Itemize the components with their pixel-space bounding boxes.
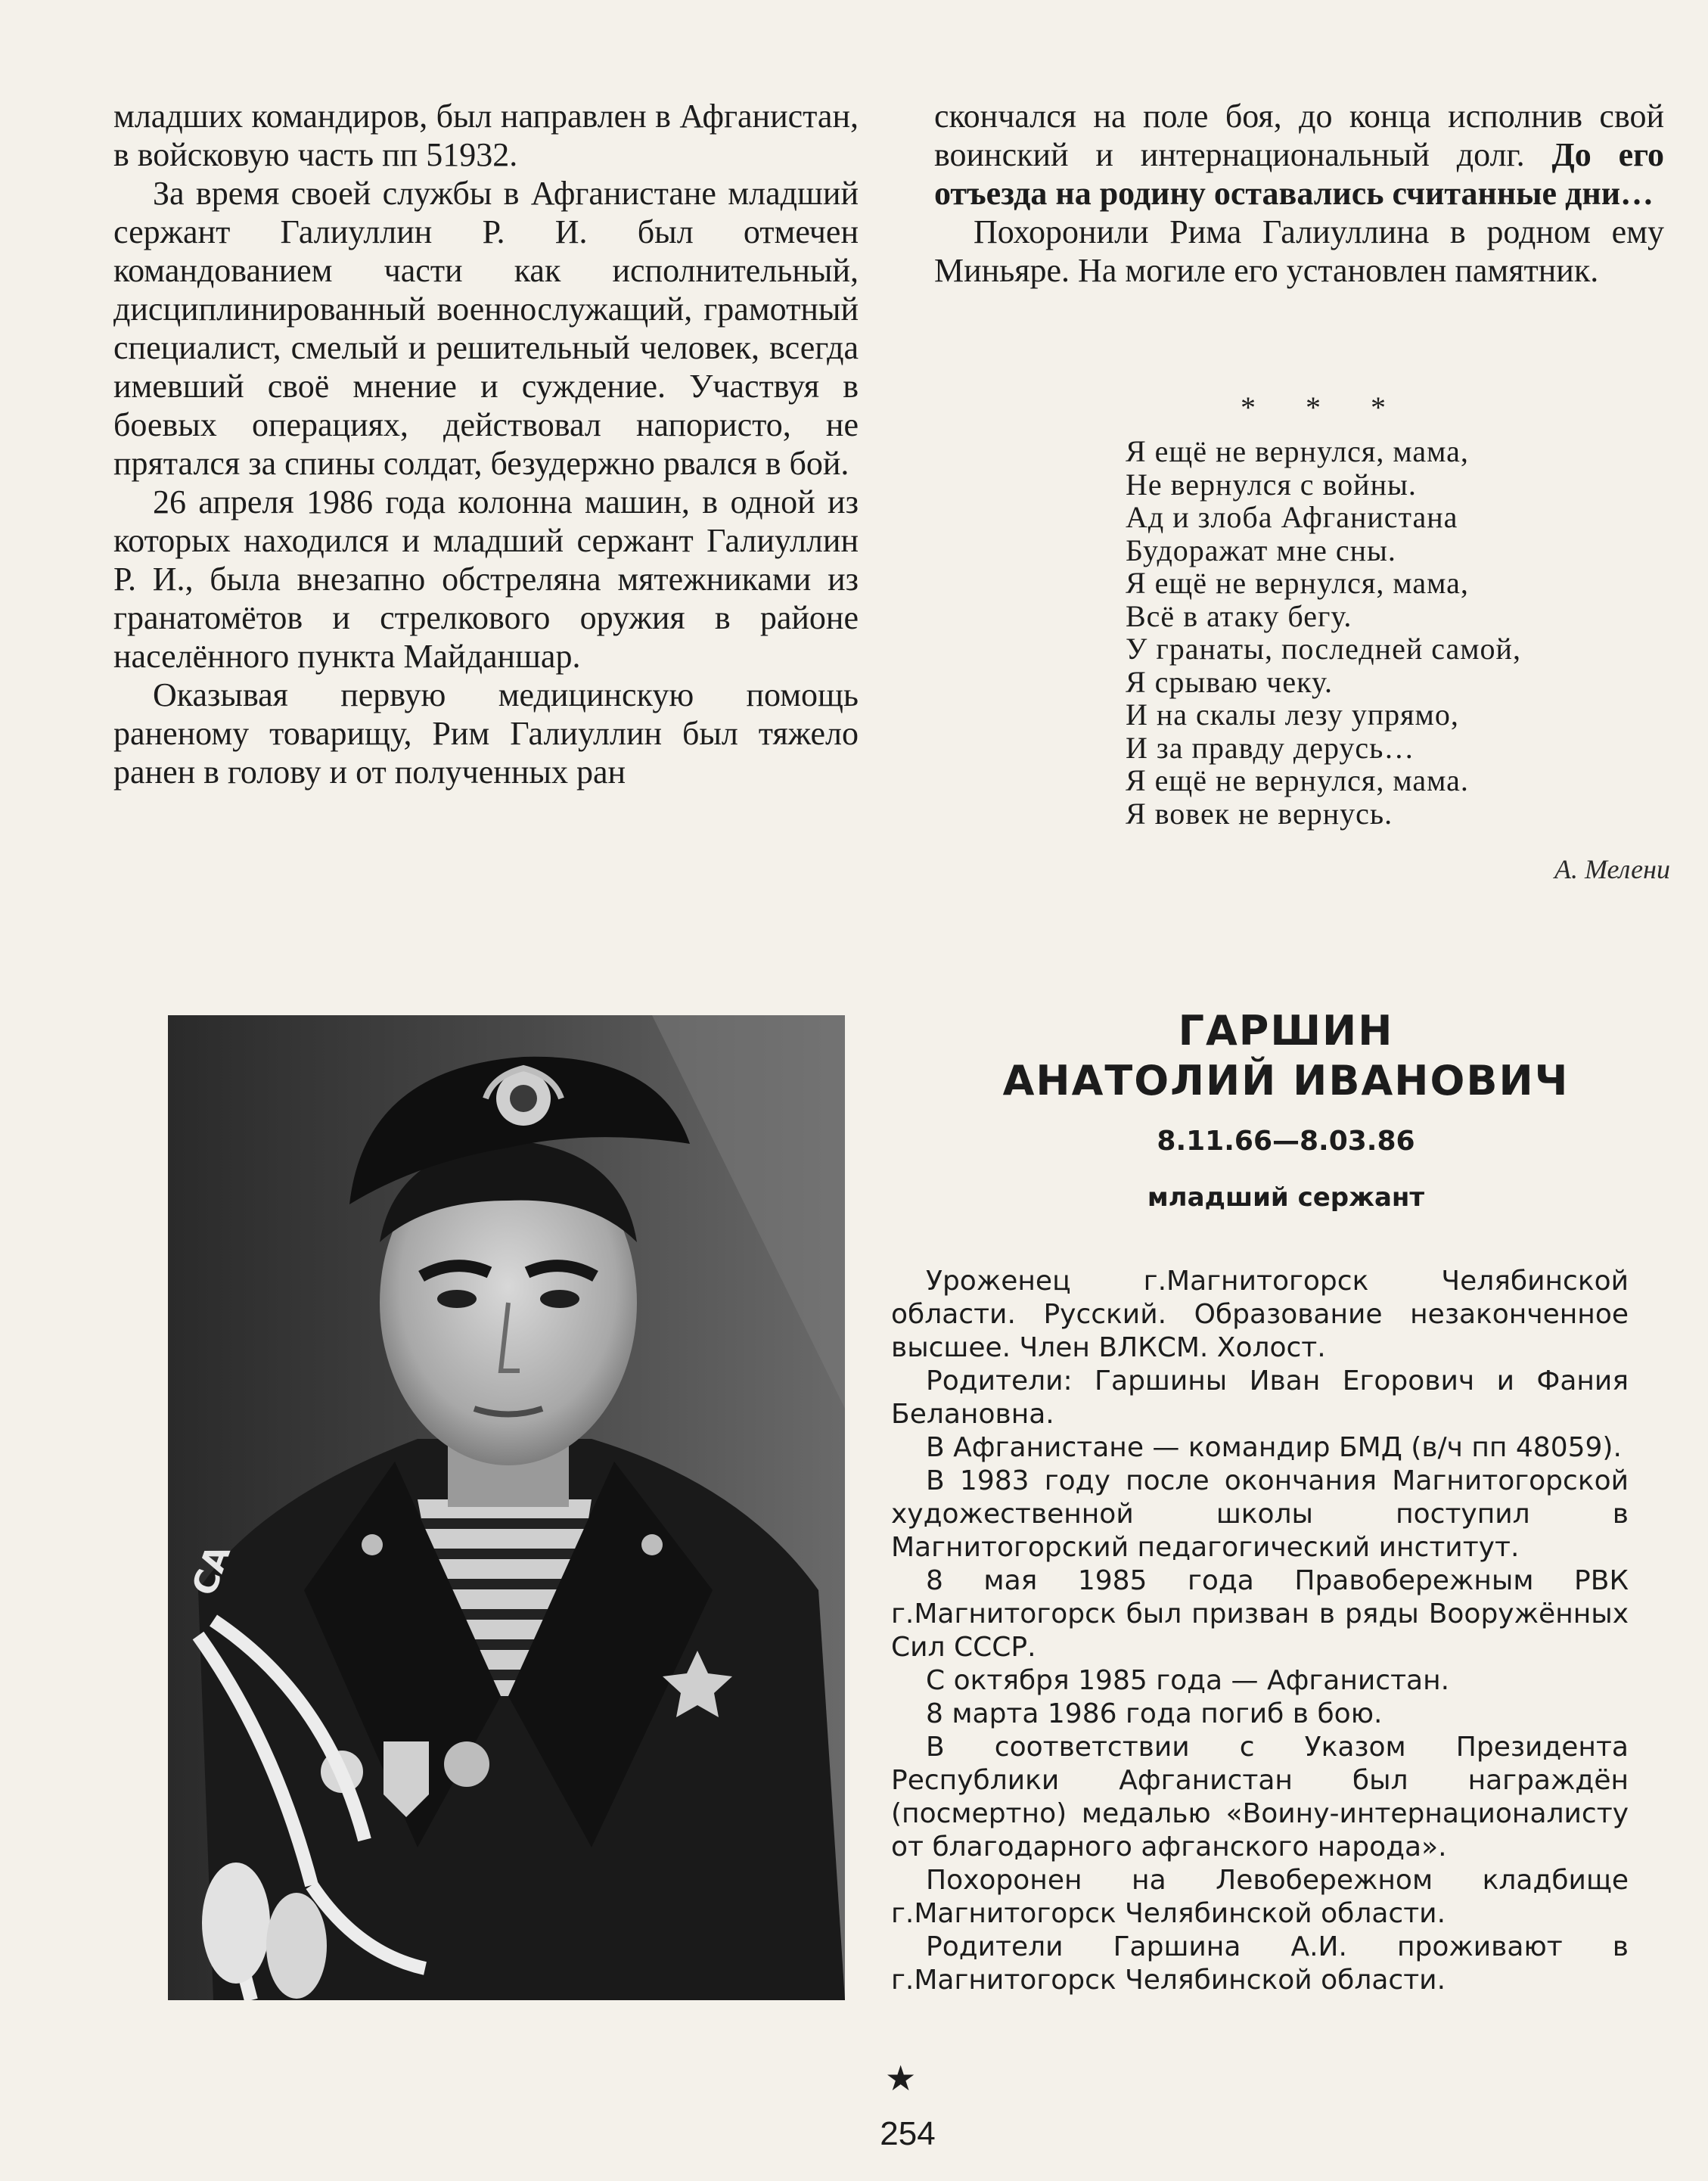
- page-number: 254: [880, 2115, 936, 2152]
- portrait-illustration: [168, 1015, 845, 2000]
- portrait-photo: [168, 1015, 845, 2000]
- profile-heading: [908, 1006, 1664, 1213]
- profile-given-names: АНАТОЛИЙ ИВАНОВИЧ: [1002, 1057, 1570, 1104]
- bio-paragraph: 8 марта 1986 года погиб в бою.: [926, 1698, 1383, 1729]
- profile-surname: ГАРШИН: [1178, 1007, 1394, 1055]
- poem-line: Будоражат мне сны.: [1126, 533, 1396, 567]
- right-paragraph-1-plain: скончался на поле боя, до конца исполнив свой воинский и интернациональный долг.: [934, 98, 1664, 173]
- bio-paragraph: Похоронен на Левобережном кладбище г.Магнитогорск Челябинской области.: [891, 1865, 1629, 1929]
- left-paragraph-4: Оказывая первую медицинскую помощь раненому товарищу, Рим Галиуллин был тяжело ранен в голову и от полученных ран: [113, 676, 859, 791]
- bio-paragraph: В соответствии с Указом Президента Республики Афганистан был награждён (посмертно) медалью «Воину-интернационалисту от благодарного афганского народа».: [891, 1732, 1629, 1863]
- poem-line: Я ещё не вернулся, мама.: [1126, 763, 1469, 797]
- sleeve-badge: СА: [185, 1539, 239, 1601]
- poem-line: Я ещё не вернулся, мама,: [1126, 566, 1469, 600]
- poem-line: И за правду дерусь…: [1126, 730, 1415, 765]
- poem-line: Ад и злоба Афганистана: [1126, 500, 1458, 534]
- left-paragraph-2: За время своей службы в Афганистане младший сержант Галиуллин Р. И. был отмечен командованием части как исполнительный, дисциплинированный военнослужащий, грамотный специалист, смелый и решительный человек, всегда имевший своё мнение и суждение. Участвуя в боевых операциях, действовал напористо, не прятался за спины солдат, безудержно рвался в бой.: [113, 175, 859, 482]
- bio-paragraph: 8 мая 1985 года Правобережным РВК г.Магнитогорск был призван в ряды Вооружённых Сил СССР.: [891, 1565, 1629, 1663]
- poem-line: Всё в атаку бегу.: [1126, 598, 1352, 633]
- left-paragraph-1: младших командиров, был направлен в Афганистан, в войсковую часть пп 51932.: [113, 98, 859, 173]
- bio-paragraph: В 1983 году после окончания Магнитогорской художественной школы поступил в Магнитогорский педагогический институт.: [891, 1465, 1629, 1563]
- left-paragraph-3: 26 апреля 1986 года колонна машин, в одной из которых находился и младший сержант Галиуллин Р. И., была внезапно обстреляна мятежниками из гранатомётов и стрелкового оружия в районе населённого пункта Майданшар.: [113, 483, 859, 675]
- right-paragraph-2: Похоронили Рима Галиуллина в родном ему Миньяре. На могиле его установлен памятник.: [934, 213, 1664, 289]
- poem-line: Не вернулся с войны.: [1126, 467, 1417, 502]
- bio-paragraph: Родители: Гаршины Иван Егорович и Фания Белановна.: [891, 1365, 1629, 1430]
- poem-line: У гранаты, последней самой,: [1126, 632, 1521, 666]
- profile-rank: младший сержант: [1147, 1182, 1425, 1213]
- right-paragraph-1: [934, 97, 1664, 213]
- poem-line: Я вовек не вернусь.: [1126, 796, 1393, 831]
- bio-paragraph: С октября 1985 года — Афганистан.: [926, 1665, 1450, 1696]
- poem-line: Я ещё не вернулся, мама,: [1126, 434, 1469, 468]
- bio-paragraph: В Афганистане — командир БМД (в/ч пп 48059).: [926, 1432, 1622, 1463]
- bio-paragraph: Родители Гаршина А.И. проживают в г.Магнитогорск Челябинской области.: [891, 1931, 1629, 1996]
- poem: [1126, 435, 1521, 830]
- poem-line: И на скалы лезу упрямо,: [1126, 697, 1459, 732]
- profile-dates: 8.11.66—8.03.86: [1157, 1126, 1415, 1157]
- right-paragraph-1-bold: До его отъезда на родину оставались считанные дни…: [934, 136, 1664, 212]
- left-column: [113, 97, 859, 791]
- bio-paragraph: Уроженец г.Магнитогорск Челябинской области. Русский. Образование незаконченное высшее. Член ВЛКСМ. Холост.: [891, 1266, 1629, 1363]
- poem-separator: * * *: [1241, 390, 1407, 424]
- profile-biography: [891, 1265, 1629, 1997]
- poem-author: А. Мелени: [1554, 854, 1670, 884]
- poem-line: Я срываю чеку.: [1126, 664, 1334, 699]
- right-column: [934, 97, 1664, 290]
- star-icon: ★: [885, 2058, 917, 2099]
